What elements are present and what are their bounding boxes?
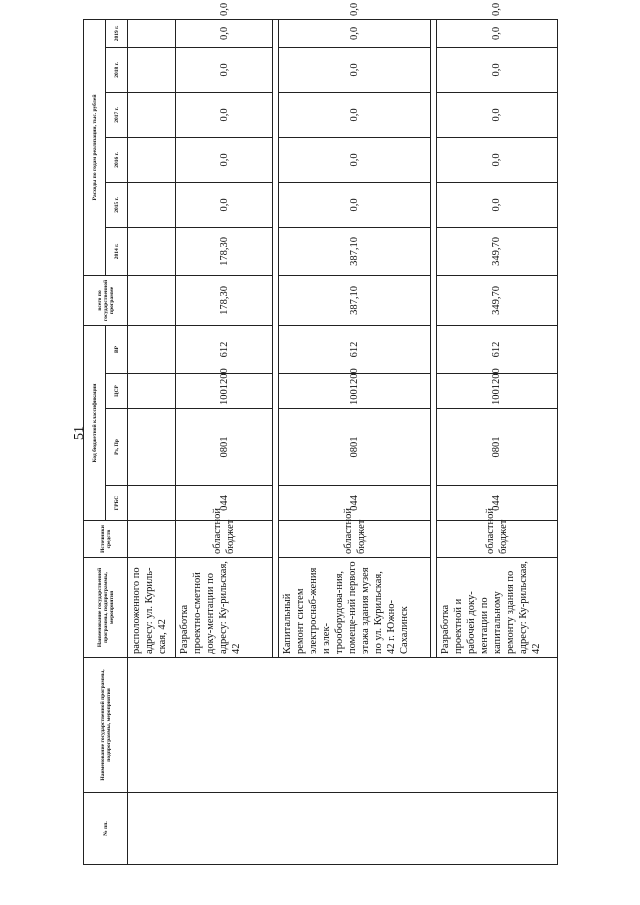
header-grbs: ГРБС [106,486,128,521]
header-rzpr: Рз, Пр [106,409,128,486]
table-row-continuation [128,19,176,864]
row-2018: 0,0 [279,47,430,92]
header-num: № пп. [84,793,128,865]
row-total: 349,70 [436,275,557,325]
row-grbs: 044 [279,486,430,521]
row-2017: 0,0 [279,92,430,137]
header-csr: ЦСР [106,374,128,409]
row-name: Разработка проектной и рабочей доку-ментации по капитальному ремонту здания по адресу: Ку-рильская, 42 [436,558,557,658]
table-row: Капитальный ремонт систем электроснаб-жения и элек-трооборудова-ния, помеще-ний первого этажа здания музея по ул. Курильская, 42 г. Южно-Сахалинск областной бюджет 044 0801 1001200 612 387,10 387,10 0,0 0,0 0,0 0,0 0,0 0,0 [279,19,430,864]
header-budget-code: Код бюджетной классификации [84,325,106,520]
page-number: 51 [72,426,87,440]
row-2016: 0,0 [436,137,557,182]
row-2015: 0,0 [279,182,430,227]
header-2017: 2017 г. [106,92,128,137]
row-grbs: 044 [176,486,273,521]
row-2019: 0,0 [436,19,557,47]
row-2019: 0,0 [279,19,430,47]
row-2016: 0,0 [176,137,273,182]
header-name-main: Наименование государственной программы, подпрограммы, мероприятия [84,658,128,793]
row-2019: 0,0 [176,19,273,47]
row-name: Капитальный ремонт систем электроснаб-жения и элек-трооборудова-ния, помеще-ний первого этажа здания музея по ул. Курильская, 42 г. Южно-Сахалинск [279,558,430,658]
budget-table [83,2,558,865]
row-source: областной бюджет [279,521,430,558]
row-2016: 0,0 [279,137,430,182]
row-vr: 612 [279,325,430,373]
header-2016: 2016 г. [106,137,128,182]
num-cell [128,793,558,865]
row-2015: 0,0 [176,182,273,227]
header-total: всего по государственной программе [84,275,128,325]
row-source: областной бюджет [436,521,557,558]
header-2018: 2018 г. [106,47,128,92]
row-vr: 612 [436,325,557,373]
row-source: областной бюджет [176,521,273,558]
row-rzpr: 0801 [279,409,430,486]
row-csr: 1001200 [279,374,430,409]
program-cell [128,658,558,793]
header-2015: 2015 г. [106,182,128,227]
rotated-table-sheet [83,2,558,865]
row-grbs: 044 [436,486,557,521]
row-csr: 1001200 [176,374,273,409]
header-2019: 2019 г. [106,19,128,47]
table-row: Разработка проектно-сметной доку-ментации по адресу: Ку-рильская, 42 областной бюджет 044 0801 1001200 612 178,30 178,30 0,0 0,0 0,0 0,0 0,0 0,0 [176,19,273,864]
row-2015: 0,0 [436,182,557,227]
header-2014: 2014 г. [106,227,128,275]
row-2018: 0,0 [436,47,557,92]
row-2018: 0,0 [176,47,273,92]
row-rzpr: 0801 [436,409,557,486]
row-2017: 0,0 [176,92,273,137]
row-rzpr: 0801 [176,409,273,486]
row-name: Разработка проектно-сметной доку-ментации по адресу: Ку-рильская, 42 [176,558,273,658]
row-total: 387,10 [279,275,430,325]
table-row: Разработка проектной и рабочей доку-ментации по капитальному ремонту здания по адресу: Ку-рильская, 42 областной бюджет 044 0801 1001200 612 349,70 349,70 0,0 0,0 0,0 0,0 0,0 0,0 [436,19,557,864]
row-total: 178,30 [176,275,273,325]
row-vr: 612 [176,325,273,373]
header-name-sub: Наименование государственной программы, подпрограммы, мероприятия [84,558,128,658]
continuation-text: расположенного по адресу: ул. Куриль-ская, 42 [128,558,176,658]
header-expenses: Расходы по годам реализации, тыс. рублей [84,19,106,275]
row-2017: 0,0 [436,92,557,137]
header-source: Источники средств [84,521,128,558]
row-2014: 349,70 [436,227,557,275]
row-2014: 387,10 [279,227,430,275]
header-vr: ВР [106,325,128,373]
row-2014: 178,30 [176,227,273,275]
row-csr: 1001200 [436,374,557,409]
